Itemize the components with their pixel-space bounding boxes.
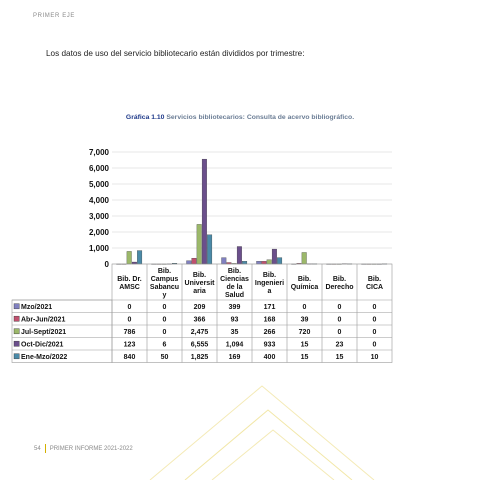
- chart-title: [0, 114, 480, 121]
- data-label: 123: [123, 341, 136, 349]
- category-label: Sabancu: [149, 283, 180, 291]
- data-label: 366: [193, 316, 206, 324]
- data-label: 0: [372, 303, 377, 311]
- bar: [257, 261, 262, 264]
- category-label: y: [162, 291, 167, 299]
- category-label: aria: [193, 287, 206, 295]
- category-label: Campus: [150, 275, 179, 283]
- category-label: Universit: [184, 279, 215, 287]
- data-label: 0: [127, 316, 132, 324]
- data-label: 266: [263, 328, 276, 336]
- legend-swatch: [14, 341, 19, 346]
- data-label: 35: [230, 328, 239, 336]
- bar: [137, 251, 142, 264]
- bar: [302, 252, 307, 264]
- data-label: 169: [228, 353, 241, 361]
- category-label: Bib.: [157, 267, 172, 275]
- legend-label: Jul-Sept/2021: [21, 328, 67, 336]
- data-label: 15: [300, 341, 309, 349]
- bar: [207, 235, 212, 264]
- bar: [267, 260, 272, 264]
- category-label: Bib.: [332, 275, 347, 283]
- legend-swatch: [14, 329, 19, 334]
- footer: [34, 444, 133, 453]
- category-label: Bib. Dr.: [117, 275, 142, 283]
- category-label: Ciencias: [220, 275, 249, 283]
- page-number: 54: [34, 446, 41, 453]
- bar: [187, 261, 192, 264]
- intro-text: Los datos de uso del servicio bibliotecario están divididos por trimestre:: [46, 49, 305, 58]
- data-label: 2,475: [190, 328, 209, 336]
- section-label: PRIMER EJE: [33, 13, 76, 19]
- data-label: 39: [300, 316, 309, 324]
- data-label: 0: [337, 328, 342, 336]
- bar: [277, 258, 282, 264]
- bar: [197, 224, 202, 264]
- category-label: AMSC: [119, 283, 140, 291]
- y-tick-label: 3,000: [88, 211, 109, 221]
- figure-title: Servicios bibliotecarios: Consulta de acervo bibliográfico.: [166, 114, 355, 121]
- data-label: 0: [162, 328, 167, 336]
- legend-label: Oct-Dic/2021: [21, 341, 64, 349]
- data-label: 171: [263, 303, 276, 311]
- data-label: 168: [263, 316, 276, 324]
- data-label: 786: [123, 328, 136, 336]
- category-label: Bib.: [297, 275, 312, 283]
- data-label: 15: [335, 353, 344, 361]
- data-label: 1,094: [225, 341, 244, 349]
- data-label: 0: [162, 303, 167, 311]
- y-tick-label: 0: [104, 259, 109, 269]
- category-label: Ingenieri: [254, 279, 285, 287]
- category-label: Salud: [224, 291, 245, 299]
- legend-swatch: [14, 304, 19, 309]
- y-tick-label: 7,000: [88, 147, 109, 157]
- y-tick-label: 6,000: [88, 163, 109, 173]
- data-label: 0: [337, 303, 342, 311]
- data-label: 6,555: [190, 341, 209, 349]
- data-label: 1,825: [190, 353, 209, 361]
- data-label: 0: [372, 328, 377, 336]
- y-tick-label: 5,000: [88, 179, 109, 189]
- legend-label: Abr-Jun/2021: [21, 316, 66, 324]
- data-label: 399: [228, 303, 241, 311]
- data-label: 10: [370, 353, 379, 361]
- data-label: 840: [123, 353, 136, 361]
- footer-divider: [45, 444, 46, 453]
- bar: [272, 249, 277, 264]
- y-tick-label: 1,000: [88, 243, 109, 253]
- category-label: Bib.: [367, 275, 382, 283]
- bar: [237, 246, 242, 264]
- legend-swatch: [14, 354, 19, 359]
- category-label: Bib.: [227, 267, 242, 275]
- category-label: Bib.: [262, 271, 277, 279]
- data-label: 0: [372, 341, 377, 349]
- data-label: 0: [162, 316, 167, 324]
- category-label: Bib.: [192, 271, 207, 279]
- data-label: 0: [127, 303, 132, 311]
- data-label: 0: [372, 316, 377, 324]
- data-label: 720: [298, 328, 311, 336]
- bar: [127, 251, 132, 264]
- category-label: a: [267, 287, 272, 295]
- bar: [192, 258, 197, 264]
- bar: [262, 261, 267, 264]
- bar: [222, 258, 227, 264]
- data-label: 50: [160, 353, 169, 361]
- data-label: 23: [335, 341, 344, 349]
- y-tick-label: 2,000: [88, 227, 109, 237]
- data-label: 15: [300, 353, 309, 361]
- data-label: 6: [162, 341, 167, 349]
- data-label: 93: [230, 316, 239, 324]
- legend-swatch: [14, 316, 19, 321]
- data-label: 209: [193, 303, 206, 311]
- category-label: Química: [290, 283, 319, 291]
- legend-label: Ene-Mzo/2022: [21, 353, 68, 361]
- figure-number: Gráfica 1.10: [125, 114, 165, 121]
- bar: [202, 159, 207, 264]
- data-label: 0: [337, 316, 342, 324]
- category-label: de la: [226, 283, 243, 291]
- category-label: Derecho: [325, 283, 354, 291]
- data-label: 400: [263, 353, 276, 361]
- category-label: CICA: [365, 283, 384, 291]
- data-label: 933: [263, 341, 276, 349]
- legend-label: Mzo/2021: [21, 303, 53, 311]
- chart: [0, 140, 480, 370]
- data-label: 0: [302, 303, 307, 311]
- y-tick-label: 4,000: [88, 195, 109, 205]
- bar: [242, 261, 247, 264]
- report-name: PRIMER INFORME 2021-2022: [49, 446, 133, 453]
